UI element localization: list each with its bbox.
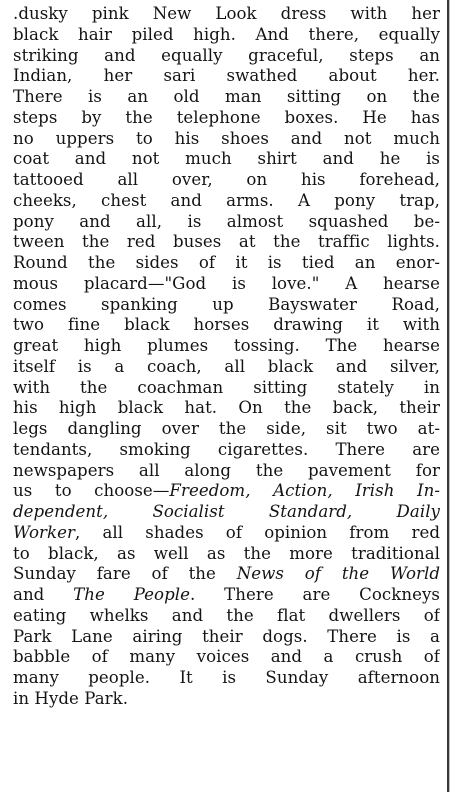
text-line: many people. It is Sunday afternoon xyxy=(13,668,440,687)
text-line-newspapers xyxy=(13,585,440,606)
text-line: newspapers all along the pavement for xyxy=(13,460,440,480)
text-run: and xyxy=(13,585,74,604)
text-line: two fine black horses drawing it with xyxy=(13,315,440,335)
text-line: with the coachman sitting stately in xyxy=(13,377,440,397)
text-line: tween the red buses at the traffic lights. xyxy=(13,232,440,252)
text-line: itself is a coach, all black and silver, xyxy=(13,356,440,376)
text-line: tendants, smoking cigarettes. There are xyxy=(13,439,440,459)
text-line: There is an old man sitting on the xyxy=(13,87,440,106)
text-line: coat and not much shirt and he is xyxy=(13,149,440,169)
text-line: tattooed all over, on his forehead, xyxy=(13,170,440,189)
newspaper-titles-italic: Worker xyxy=(13,522,75,542)
text-line: Park Lane airing their dogs. There is a xyxy=(13,626,440,646)
text-run: , all shades of opinion from red xyxy=(74,522,440,542)
text-line: cheeks, chest and arms. A pony trap, xyxy=(13,190,440,210)
text-line: great high plumes tossing. The hearse xyxy=(13,336,440,355)
text-line: comes spanking up Bayswater Road, xyxy=(13,294,440,314)
text-line-newspapers xyxy=(13,523,440,544)
text-line: steps by the telephone boxes. He has xyxy=(13,107,440,127)
text-line: pony and all, is almost squashed be- xyxy=(13,211,440,231)
newspaper-titles-italic: The People xyxy=(73,585,190,604)
text-line: mous placard—"God is love." A hearse xyxy=(13,273,440,293)
text-line: .dusky pink New Look dress with her xyxy=(13,4,440,23)
text-run: . There are Cockneys xyxy=(190,585,440,604)
text-line: striking and equally graceful, steps an xyxy=(13,45,440,65)
newspaper-titles-italic: dependent, Socialist Standard, Daily xyxy=(13,502,440,521)
text-line: eating whelks and the flat dwellers of xyxy=(13,605,440,625)
text-line-newspapers xyxy=(13,481,440,502)
text-line-final: in Hyde Park. xyxy=(13,688,129,708)
text-line: black hair piled high. And there, equally xyxy=(13,24,440,44)
newspaper-titles-italic: News of the World xyxy=(236,564,440,584)
text-line: babble of many voices and a crush of xyxy=(13,647,440,667)
text-line: Round the sides of it is tied an enor- xyxy=(13,253,440,272)
text-line: legs dangling over the side, sit two at- xyxy=(13,419,440,438)
text-line: his high black hat. On the back, their xyxy=(13,398,440,418)
newspaper-titles-italic: Freedom, Action, Irish In- xyxy=(169,481,440,501)
text-line: Indian, her sari swathed about her. xyxy=(13,66,440,86)
text-line: no uppers to his shoes and not much xyxy=(13,128,440,148)
text-line-newspapers xyxy=(13,564,440,585)
article-column xyxy=(13,4,440,710)
column-rule-shadow xyxy=(449,0,450,792)
text-run: us to choose— xyxy=(13,481,170,501)
text-line: to black, as well as the more traditional xyxy=(13,543,440,563)
text-run: Sunday fare of the xyxy=(13,564,237,584)
text-line-newspapers xyxy=(13,502,440,523)
